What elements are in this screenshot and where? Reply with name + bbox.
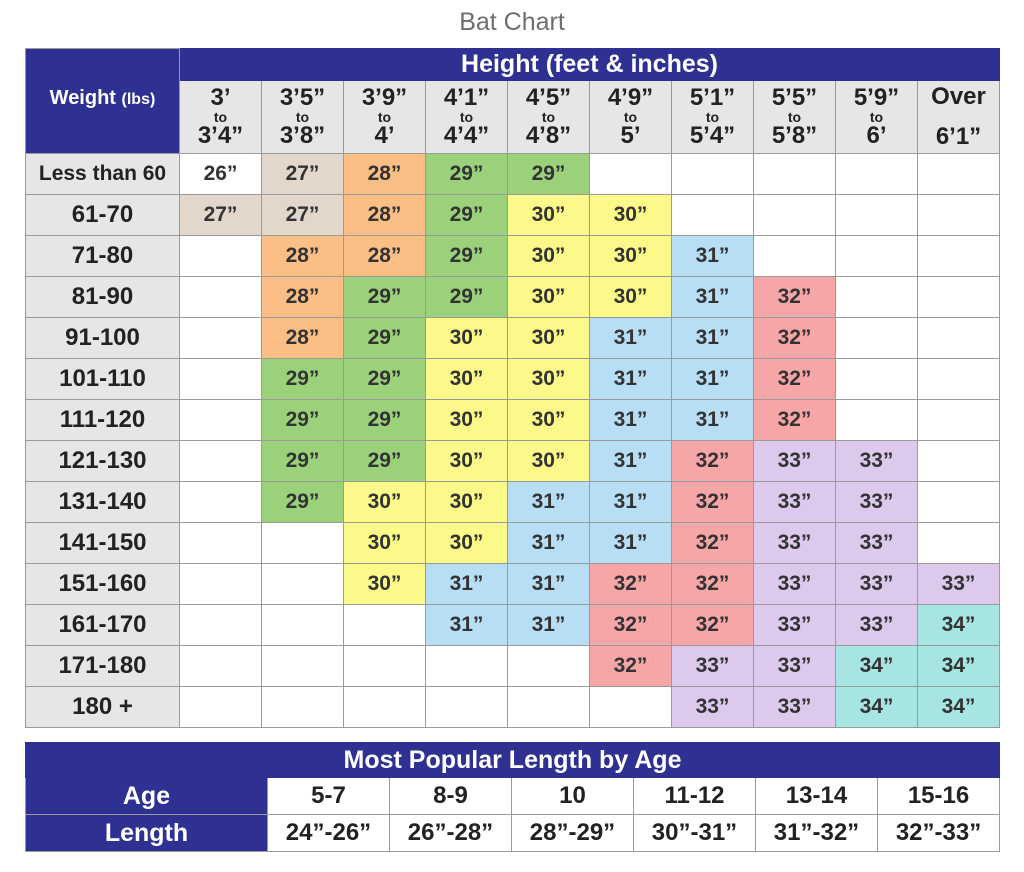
height-from: 3’5” — [279, 84, 326, 111]
height-to-word: to — [623, 109, 638, 125]
empty-cell — [180, 400, 262, 441]
bat-length-cell: 31” — [508, 482, 590, 523]
empty-cell — [590, 687, 672, 728]
empty-cell — [180, 687, 262, 728]
weight-label: 61-70 — [26, 195, 180, 236]
empty-cell — [754, 236, 836, 277]
bat-length-cell: 34” — [918, 605, 1000, 646]
empty-cell — [672, 154, 754, 195]
empty-cell — [426, 687, 508, 728]
weight-row — [26, 277, 1000, 318]
bat-length-cell: 29” — [344, 318, 426, 359]
age-value: 11-12 — [634, 778, 756, 815]
bat-length-cell: 32” — [672, 482, 754, 523]
empty-cell — [180, 359, 262, 400]
bat-length-cell: 33” — [754, 564, 836, 605]
empty-cell — [180, 564, 262, 605]
length-row — [26, 815, 1000, 852]
bat-length-cell: 28” — [344, 195, 426, 236]
weight-row — [26, 236, 1000, 277]
height-range-9 — [918, 81, 1000, 154]
weight-label: 171-180 — [26, 646, 180, 687]
empty-cell — [754, 154, 836, 195]
height-range-2 — [344, 81, 426, 154]
empty-cell — [836, 154, 918, 195]
age-length-value: 24”-26” — [268, 815, 390, 852]
bat-length-cell: 32” — [672, 441, 754, 482]
weight-row — [26, 400, 1000, 441]
empty-cell — [180, 646, 262, 687]
age-length-value: 26”-28” — [390, 815, 512, 852]
height-until: 4’4” — [443, 122, 490, 149]
bat-length-cell: 29” — [426, 236, 508, 277]
empty-cell — [836, 195, 918, 236]
weight-header-unit: (lbs) — [121, 91, 156, 108]
bat-length-cell: 30” — [590, 195, 672, 236]
bat-length-cell: 26” — [180, 154, 262, 195]
bat-length-cell: 30” — [426, 441, 508, 482]
bat-length-cell: 28” — [262, 236, 344, 277]
weight-label: 121-130 — [26, 441, 180, 482]
bat-length-cell: 31” — [590, 523, 672, 564]
height-range-5 — [590, 81, 672, 154]
height-to-word: to — [377, 109, 392, 125]
bat-length-cell: 29” — [344, 277, 426, 318]
empty-cell — [180, 482, 262, 523]
bat-length-cell: 30” — [344, 523, 426, 564]
empty-cell — [344, 646, 426, 687]
empty-cell — [180, 236, 262, 277]
height-to-word: to — [787, 109, 802, 125]
empty-cell — [426, 646, 508, 687]
bat-length-cell: 33” — [672, 646, 754, 687]
bat-length-cell: 28” — [262, 318, 344, 359]
bat-length-cell: 32” — [754, 359, 836, 400]
empty-cell — [262, 523, 344, 564]
empty-cell — [262, 605, 344, 646]
empty-cell — [180, 318, 262, 359]
height-to-word: to — [213, 109, 228, 125]
empty-cell — [508, 687, 590, 728]
height-to-word: to — [459, 109, 474, 125]
bat-length-cell: 34” — [918, 687, 1000, 728]
bat-length-cell: 32” — [672, 564, 754, 605]
empty-cell — [180, 605, 262, 646]
weight-row — [26, 482, 1000, 523]
weight-rows — [26, 154, 1000, 728]
bat-length-cell: 30” — [508, 441, 590, 482]
empty-cell — [918, 482, 1000, 523]
bat-length-cell: 31” — [590, 359, 672, 400]
chart-title: Bat Chart — [459, 8, 565, 36]
empty-cell — [508, 646, 590, 687]
height-range-0 — [180, 81, 262, 154]
age-value: 10 — [512, 778, 634, 815]
bat-length-cell: 33” — [754, 687, 836, 728]
age-length-value: 30”-31” — [634, 815, 756, 852]
weight-label: 91-100 — [26, 318, 180, 359]
bat-length-cell: 29” — [508, 154, 590, 195]
bat-length-cell: 29” — [262, 441, 344, 482]
bat-length-cell: 30” — [426, 400, 508, 441]
height-until: 6’ — [866, 122, 887, 149]
height-from: 5’9” — [853, 84, 900, 111]
bat-length-cell: 34” — [836, 687, 918, 728]
height-range-7 — [754, 81, 836, 154]
bat-length-cell: 31” — [426, 605, 508, 646]
empty-cell — [918, 277, 1000, 318]
bat-length-cell: 31” — [672, 277, 754, 318]
bat-length-cell: 29” — [344, 359, 426, 400]
empty-cell — [344, 687, 426, 728]
weight-label: 151-160 — [26, 564, 180, 605]
bat-length-cell: 32” — [672, 605, 754, 646]
bat-length-cell: 31” — [672, 318, 754, 359]
empty-cell — [918, 400, 1000, 441]
bat-length-cell: 30” — [426, 523, 508, 564]
bat-length-cell: 29” — [426, 277, 508, 318]
bat-length-cell: 33” — [754, 523, 836, 564]
bat-length-cell: 33” — [836, 482, 918, 523]
weight-label: 81-90 — [26, 277, 180, 318]
height-range-4 — [508, 81, 590, 154]
bat-length-cell: 33” — [754, 605, 836, 646]
bat-length-cell: 31” — [590, 482, 672, 523]
height-until: 5’ — [620, 122, 641, 149]
weight-label: 101-110 — [26, 359, 180, 400]
empty-cell — [262, 564, 344, 605]
bat-length-cell: 33” — [754, 482, 836, 523]
height-to-word: to — [541, 109, 556, 125]
age-row-label: Age — [26, 778, 268, 815]
empty-cell — [672, 195, 754, 236]
height-to-word: to — [295, 109, 310, 125]
bat-length-cell: 31” — [508, 605, 590, 646]
empty-cell — [180, 277, 262, 318]
empty-cell — [590, 154, 672, 195]
empty-cell — [836, 277, 918, 318]
age-length-value: 31”-32” — [756, 815, 878, 852]
weight-row — [26, 646, 1000, 687]
empty-cell — [262, 646, 344, 687]
weight-label: 141-150 — [26, 523, 180, 564]
height-until: 4’8” — [525, 122, 572, 149]
weight-label: 161-170 — [26, 605, 180, 646]
height-from: 3’ — [210, 84, 231, 111]
age-row — [26, 778, 1000, 815]
bat-size-table — [25, 48, 1000, 728]
bat-length-cell: 31” — [672, 359, 754, 400]
empty-cell — [918, 236, 1000, 277]
weight-header-label: Weight — [49, 87, 116, 109]
height-range-8 — [836, 81, 918, 154]
bat-length-cell: 33” — [918, 564, 1000, 605]
bat-length-cell: 31” — [590, 441, 672, 482]
bat-length-cell: 32” — [754, 400, 836, 441]
height-from: 4’1” — [443, 84, 490, 111]
empty-cell — [918, 523, 1000, 564]
bat-length-cell: 33” — [836, 605, 918, 646]
empty-cell — [836, 400, 918, 441]
empty-cell — [918, 195, 1000, 236]
height-range-1 — [262, 81, 344, 154]
bat-length-cell: 33” — [836, 441, 918, 482]
bat-length-cell: 30” — [508, 318, 590, 359]
bat-length-cell: 28” — [344, 236, 426, 277]
height-from: 5’1” — [689, 84, 736, 111]
bat-length-cell: 28” — [262, 277, 344, 318]
bat-length-cell: 30” — [426, 482, 508, 523]
bat-length-cell: 34” — [836, 646, 918, 687]
bat-length-cell: 31” — [426, 564, 508, 605]
weight-row — [26, 564, 1000, 605]
weight-row — [26, 523, 1000, 564]
bat-length-cell: 31” — [508, 564, 590, 605]
weight-label: Less than 60 — [26, 154, 180, 195]
bat-length-cell: 29” — [426, 154, 508, 195]
bat-length-cell: 32” — [590, 605, 672, 646]
bat-length-cell: 29” — [262, 400, 344, 441]
height-until: 4’ — [374, 122, 395, 149]
bat-length-cell: 29” — [426, 195, 508, 236]
bat-length-cell: 30” — [508, 195, 590, 236]
age-length-value: 32”-33” — [878, 815, 1000, 852]
bat-length-cell: 32” — [672, 523, 754, 564]
bat-length-cell: 29” — [262, 359, 344, 400]
weight-label: 131-140 — [26, 482, 180, 523]
length-row-label: Length — [26, 815, 268, 852]
bat-length-cell: 30” — [344, 482, 426, 523]
bat-length-cell: 31” — [590, 318, 672, 359]
empty-cell — [262, 687, 344, 728]
age-value: 15-16 — [878, 778, 1000, 815]
bat-length-cell: 28” — [344, 154, 426, 195]
weight-row — [26, 605, 1000, 646]
bat-length-cell: 30” — [590, 277, 672, 318]
bat-length-cell: 31” — [672, 400, 754, 441]
weight-row — [26, 318, 1000, 359]
age-value: 5-7 — [268, 778, 390, 815]
empty-cell — [918, 441, 1000, 482]
bat-length-cell: 31” — [590, 400, 672, 441]
bat-length-cell: 30” — [508, 277, 590, 318]
bat-length-cell: 30” — [508, 400, 590, 441]
height-until: 3’4” — [197, 122, 244, 149]
height-range-6 — [672, 81, 754, 154]
bat-length-cell: 29” — [344, 400, 426, 441]
weight-header — [26, 49, 180, 154]
empty-cell — [836, 359, 918, 400]
age-value: 8-9 — [390, 778, 512, 815]
weight-row — [26, 195, 1000, 236]
age-table-title: Most Popular Length by Age — [26, 743, 1000, 778]
bat-length-cell: 31” — [508, 523, 590, 564]
bat-length-cell: 30” — [344, 564, 426, 605]
height-from: 3’9” — [361, 84, 408, 111]
empty-cell — [754, 195, 836, 236]
height-range-3 — [426, 81, 508, 154]
height-until: 3’8” — [279, 122, 326, 149]
weight-label: 111-120 — [26, 400, 180, 441]
height-from: 4’9” — [607, 84, 654, 111]
bat-length-cell: 29” — [344, 441, 426, 482]
bat-length-cell: 30” — [590, 236, 672, 277]
bat-length-cell: 32” — [590, 564, 672, 605]
height-from: 5’5” — [771, 84, 818, 111]
height-until: 5’8” — [771, 122, 818, 149]
bat-length-cell: 33” — [836, 564, 918, 605]
bat-length-cell: 27” — [180, 195, 262, 236]
weight-label: 71-80 — [26, 236, 180, 277]
bat-length-cell: 30” — [508, 359, 590, 400]
height-until: 6’1” — [935, 123, 982, 150]
bat-length-cell: 32” — [754, 318, 836, 359]
height-from: Over — [931, 83, 986, 110]
age-length-value: 28”-29” — [512, 815, 634, 852]
height-to-word: to — [705, 109, 720, 125]
bat-length-cell: 33” — [836, 523, 918, 564]
height-header: Height (feet & inches) — [180, 49, 1000, 81]
bat-length-cell: 33” — [754, 646, 836, 687]
empty-cell — [836, 236, 918, 277]
height-to-word: to — [869, 109, 884, 125]
empty-cell — [344, 605, 426, 646]
bat-length-cell: 34” — [918, 646, 1000, 687]
empty-cell — [180, 441, 262, 482]
age-value: 13-14 — [756, 778, 878, 815]
bat-length-cell: 33” — [754, 441, 836, 482]
empty-cell — [180, 523, 262, 564]
weight-row — [26, 359, 1000, 400]
bat-length-cell: 29” — [262, 482, 344, 523]
bat-length-cell: 32” — [754, 277, 836, 318]
bat-length-cell: 32” — [590, 646, 672, 687]
bat-length-cell: 27” — [262, 195, 344, 236]
bat-length-cell: 27” — [262, 154, 344, 195]
weight-row — [26, 154, 1000, 195]
bat-length-cell: 30” — [426, 318, 508, 359]
height-until: 5’4” — [689, 122, 736, 149]
weight-row — [26, 441, 1000, 482]
bat-length-cell: 33” — [672, 687, 754, 728]
bat-length-cell: 30” — [426, 359, 508, 400]
weight-row — [26, 687, 1000, 728]
bat-length-cell: 31” — [672, 236, 754, 277]
bat-length-cell: 30” — [508, 236, 590, 277]
empty-cell — [918, 154, 1000, 195]
empty-cell — [918, 359, 1000, 400]
age-length-table — [25, 742, 1000, 852]
height-from: 4’5” — [525, 84, 572, 111]
weight-label: 180 + — [26, 687, 180, 728]
empty-cell — [836, 318, 918, 359]
empty-cell — [918, 318, 1000, 359]
